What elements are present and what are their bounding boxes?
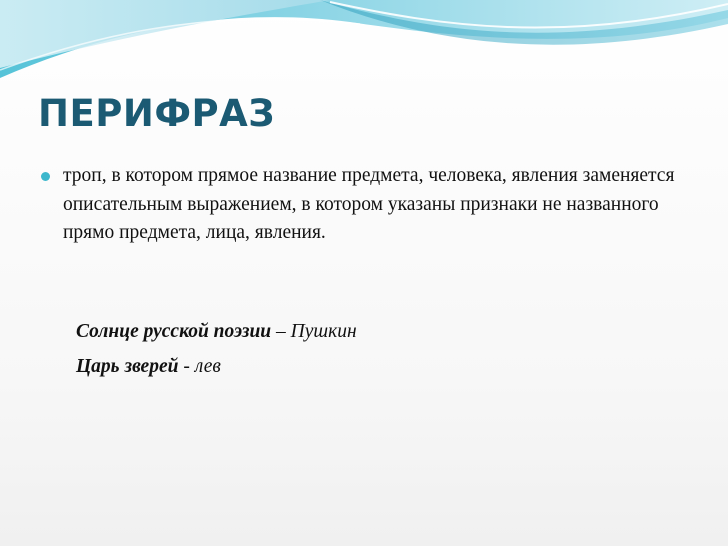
slide-title: ПЕРИФРАЗ — [38, 92, 276, 135]
example-term: Царь зверей — [76, 356, 179, 377]
example-separator: - — [178, 356, 195, 377]
bullet-list — [40, 162, 690, 248]
example-1 — [76, 320, 357, 343]
bullet-text: троп, в котором прямое название предмета, человека, явления заменяется описательным выражением, в котором указаны признаки не названного прямо предмета, лица, явления. — [63, 165, 675, 243]
example-meaning: Пушкин — [290, 321, 357, 342]
example-meaning: лев — [194, 356, 221, 377]
bullet-dot-icon — [41, 172, 50, 181]
example-separator: – — [271, 321, 291, 342]
example-2 — [76, 355, 221, 378]
example-term: Солнце русской поэзии — [76, 321, 272, 342]
bullet-item — [40, 162, 690, 248]
wave-decoration — [0, 0, 728, 95]
